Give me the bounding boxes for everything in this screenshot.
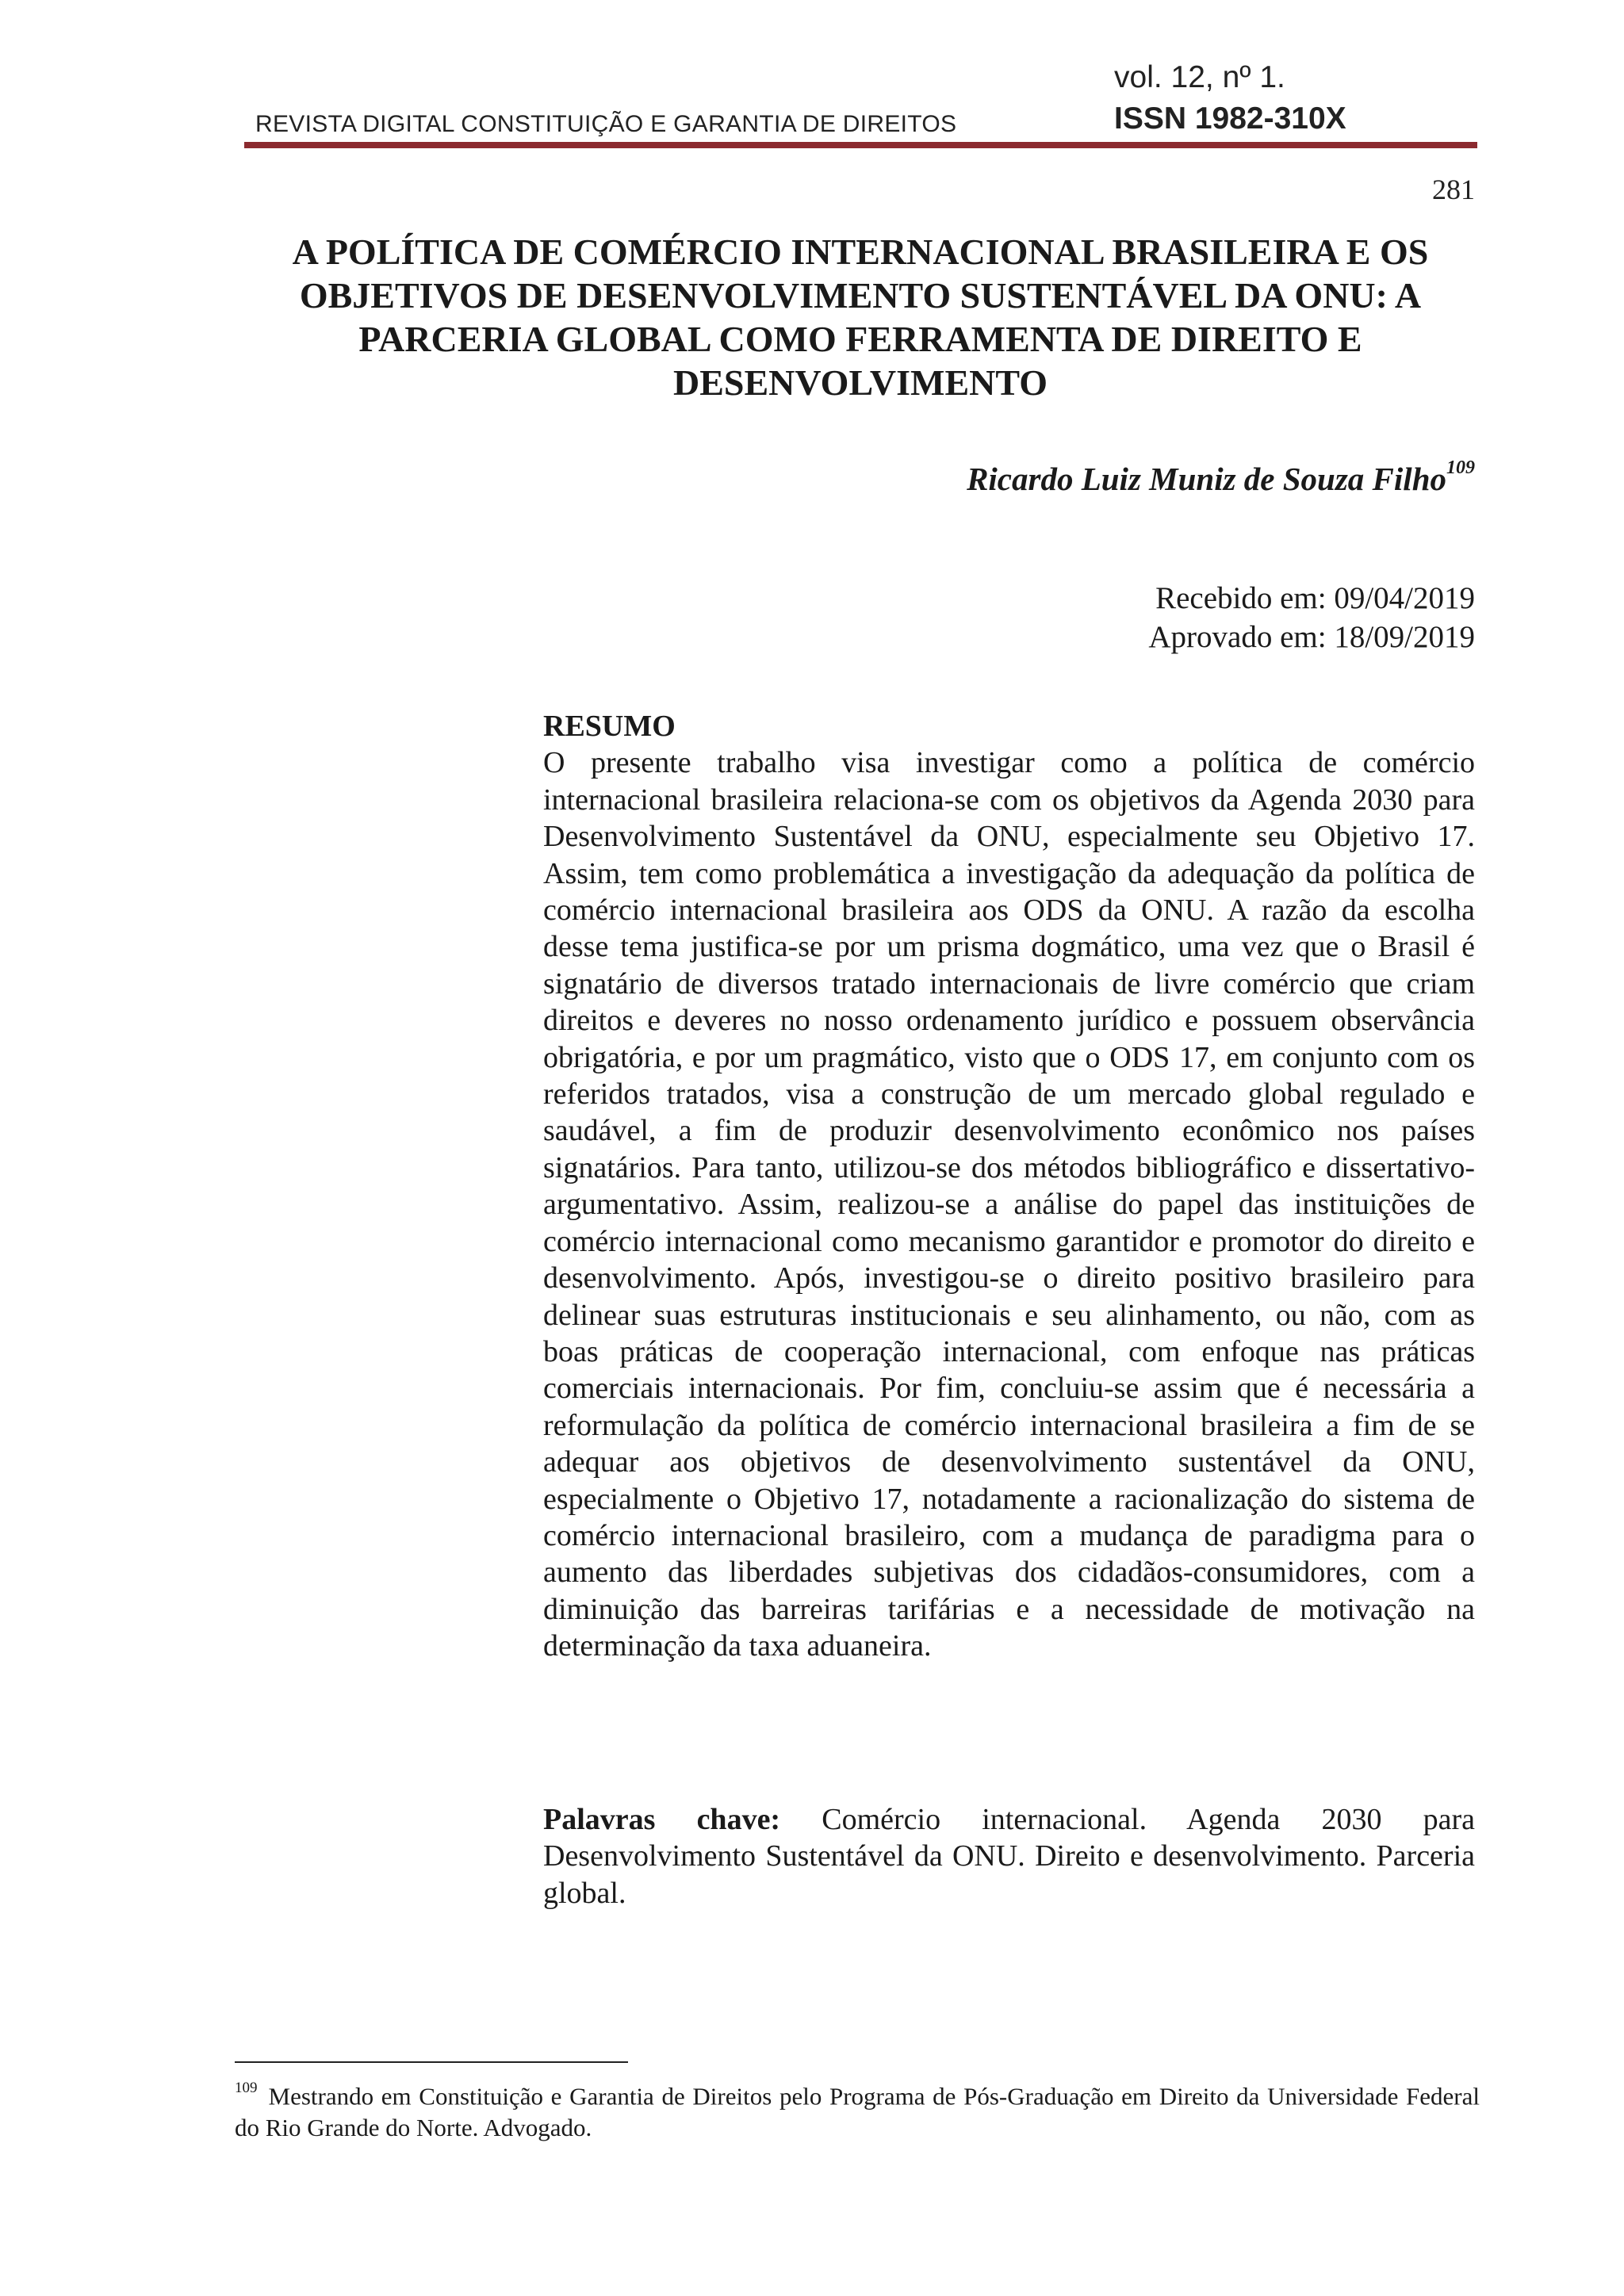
author-name: Ricardo Luiz Muniz de Souza Filho xyxy=(967,461,1446,497)
keywords-label: Palavras chave: xyxy=(543,1803,781,1836)
footnote-number: 109 xyxy=(235,2080,258,2096)
footnote-rule xyxy=(235,2061,628,2063)
abstract-section xyxy=(543,708,1475,1665)
keywords-text: Comércio internacional. Agenda 2030 para Desenvolvimento Sustentável da ONU. Direito e desenvolvimento. Parceria global. xyxy=(543,1803,1475,1910)
article-title: A POLÍTICA DE COMÉRCIO INTERNACIONAL BRASILEIRA E OS OBJETIVOS DE DESENVOLVIMENTO SUSTENTÁVEL DA ONU: A PARCERIA GLOBAL COMO FERRAMENTA DE DIREITO E DESENVOLVIMENTO xyxy=(292,232,1429,403)
author-footnote-ref[interactable]: 109 xyxy=(1446,457,1475,479)
journal-name: REVISTA DIGITAL CONSTITUIÇÃO E GARANTIA DE DIREITOS xyxy=(255,111,957,137)
page-number: 281 xyxy=(1432,174,1475,205)
author-line xyxy=(967,457,1475,498)
abstract-heading: RESUMO xyxy=(543,710,676,743)
volume-number: vol. 12, nº 1. xyxy=(1114,60,1285,94)
keywords-paragraph xyxy=(543,1801,1475,1911)
footnote xyxy=(235,2076,1480,2144)
approved-date: Aprovado em: 18/09/2019 xyxy=(1148,620,1475,654)
abstract-body: O presente trabalho visa investigar como a política de comércio internacional brasileira relaciona-se com os objetivos da Agenda 2030 para Desenvolvimento Sustentável da ONU, especialmente seu Objetivo 17. Assim, tem como problemática a investigação da adequação da política de comércio internacional brasileira aos ODS da ONU. A razão da escolha desse tema justifica-se por um prisma dogmático, uma vez que o Brasil é signatário de diversos tratado internacionais de livre comércio que criam direitos e deveres no nosso ordenamento jurídico e possuem observância obrigatória, e por um pragmático, visto que o ODS 17, em conjunto com os referidos tratados, visa a construção de um mercado global regulado e saudável, a fim de produzir desenvolvimento econômico nos países signatários. Para tanto, utilizou-se dos métodos bibliográfico e dissertativo-argumentativo. Assim, realizou-se a análise do papel das instituições de comércio internacional como mecanismo garantidor e promotor do direito e desenvolvimento. Após, investigou-se o direito positivo brasileiro para delinear suas estruturas institucionais e seu alinhamento, ou não, com as boas práticas de cooperação internacional, com enfoque nas práticas comerciais internacionais. Por fim, concluiu-se assim que é necessária a reformulação da política de comércio internacional brasileira a fim de se adequar aos objetivos de desenvolvimento sustentável da ONU, especialmente o Objetivo 17, notadamente a racionalização do sistema de comércio internacional brasileiro, com a mudança de paradigma para o aumento das liberdades subjetivas dos cidadãos-consumidores, com a diminuição das barreiras tarifárias e a necessidade de motivação na determinação da taxa aduaneira. xyxy=(543,746,1475,1663)
received-date: Recebido em: 09/04/2019 xyxy=(1155,581,1475,615)
issn-number: ISSN 1982-310X xyxy=(1114,101,1346,136)
submission-dates xyxy=(1148,579,1475,656)
header-rule xyxy=(244,142,1477,148)
footnote-text: Mestrando em Constituição e Garantia de Direitos pelo Programa de Pós-Graduação em Direito da Universidade Federal do Rio Grande do Norte. Advogado. xyxy=(235,2082,1480,2142)
